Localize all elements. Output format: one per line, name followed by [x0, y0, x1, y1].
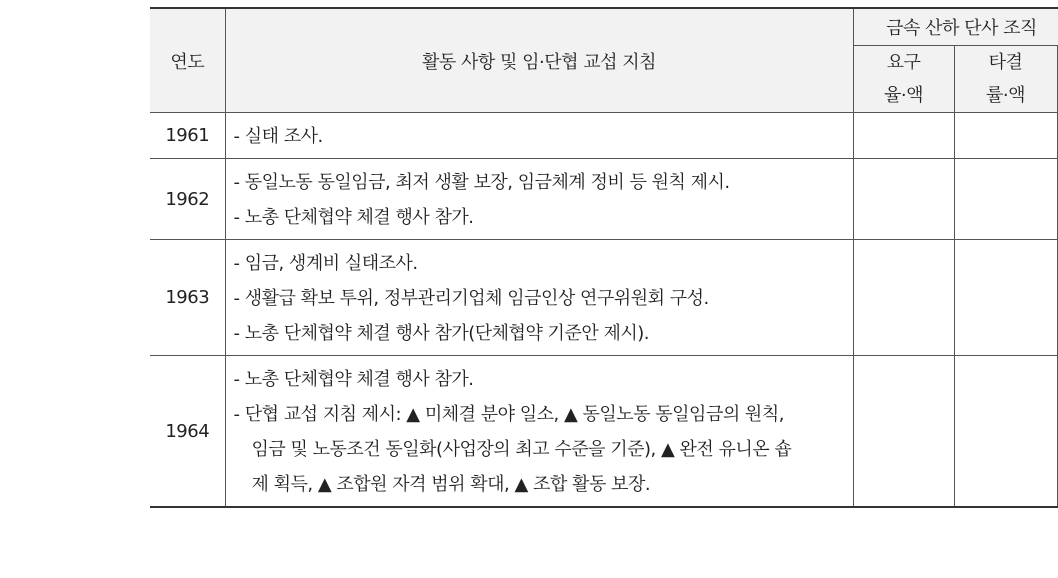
row-activity: [225, 159, 853, 240]
header-requested-line1: 요구: [886, 52, 921, 73]
row-year: 1961: [150, 113, 225, 159]
table-header: [150, 8, 1058, 113]
table-row: [150, 240, 1058, 356]
row-year: 1963: [150, 240, 225, 356]
activity-table-container: [150, 7, 1058, 508]
activity-table: [150, 7, 1058, 508]
row-requested-cell: [853, 159, 954, 240]
row-settled-cell: [954, 240, 1057, 356]
row-requested-cell: [853, 356, 954, 508]
table-body: [150, 113, 1058, 508]
row-settled-cell: [954, 113, 1057, 159]
row-year: 1962: [150, 159, 225, 240]
row-requested-cell: [853, 240, 954, 356]
header-requested-line2: 율·액: [884, 85, 923, 106]
activity-line: - 실태 조사.: [233, 126, 323, 147]
activity-line: - 노총 단체협약 체결 행사 참가(단체협약 기준안 제시).: [233, 323, 649, 344]
header-requested-rate: [853, 46, 954, 113]
row-year: 1964: [150, 356, 225, 508]
header-settled-line1: 타결: [988, 52, 1023, 73]
row-settled-cell: [954, 356, 1057, 508]
table-row: [150, 159, 1058, 240]
header-settled-rate: [954, 46, 1057, 113]
activity-line-continued: 제 획득, ▲ 조합원 자격 범위 확대, ▲ 조합 활동 보장.: [251, 474, 651, 495]
activity-line: - 임금, 생계비 실태조사.: [233, 253, 418, 274]
table-row: [150, 113, 1058, 159]
header-year: 연도: [150, 8, 225, 113]
header-settled-line2: 률·액: [986, 85, 1025, 106]
header-activity: 활동 사항 및 임·단협 교섭 지침: [225, 8, 853, 113]
row-activity: [225, 113, 853, 159]
activity-line: - 노총 단체협약 체결 행사 참가.: [233, 369, 474, 390]
table-row: [150, 356, 1058, 508]
activity-line: - 생활급 확보 투위, 정부관리기업체 임금인상 연구위원회 구성.: [233, 288, 709, 309]
row-activity: [225, 356, 853, 508]
activity-line-continued: 임금 및 노동조건 동일화(사업장의 최고 수준을 기준), ▲ 완전 유니온 숍: [251, 439, 792, 460]
activity-line: - 동일노동 동일임금, 최저 생활 보장, 임금체계 정비 등 원칙 제시.: [233, 172, 730, 193]
activity-line: - 노총 단체협약 체결 행사 참가.: [233, 207, 474, 228]
activity-line: - 단협 교섭 지침 제시: ▲ 미체결 분야 일소, ▲ 동일노동 동일임금의 원칙,: [233, 404, 784, 425]
row-activity: [225, 240, 853, 356]
row-requested-cell: [853, 113, 954, 159]
row-settled-cell: [954, 159, 1057, 240]
header-metal-union-group: 금속 산하 단사 조직: [853, 8, 1058, 46]
